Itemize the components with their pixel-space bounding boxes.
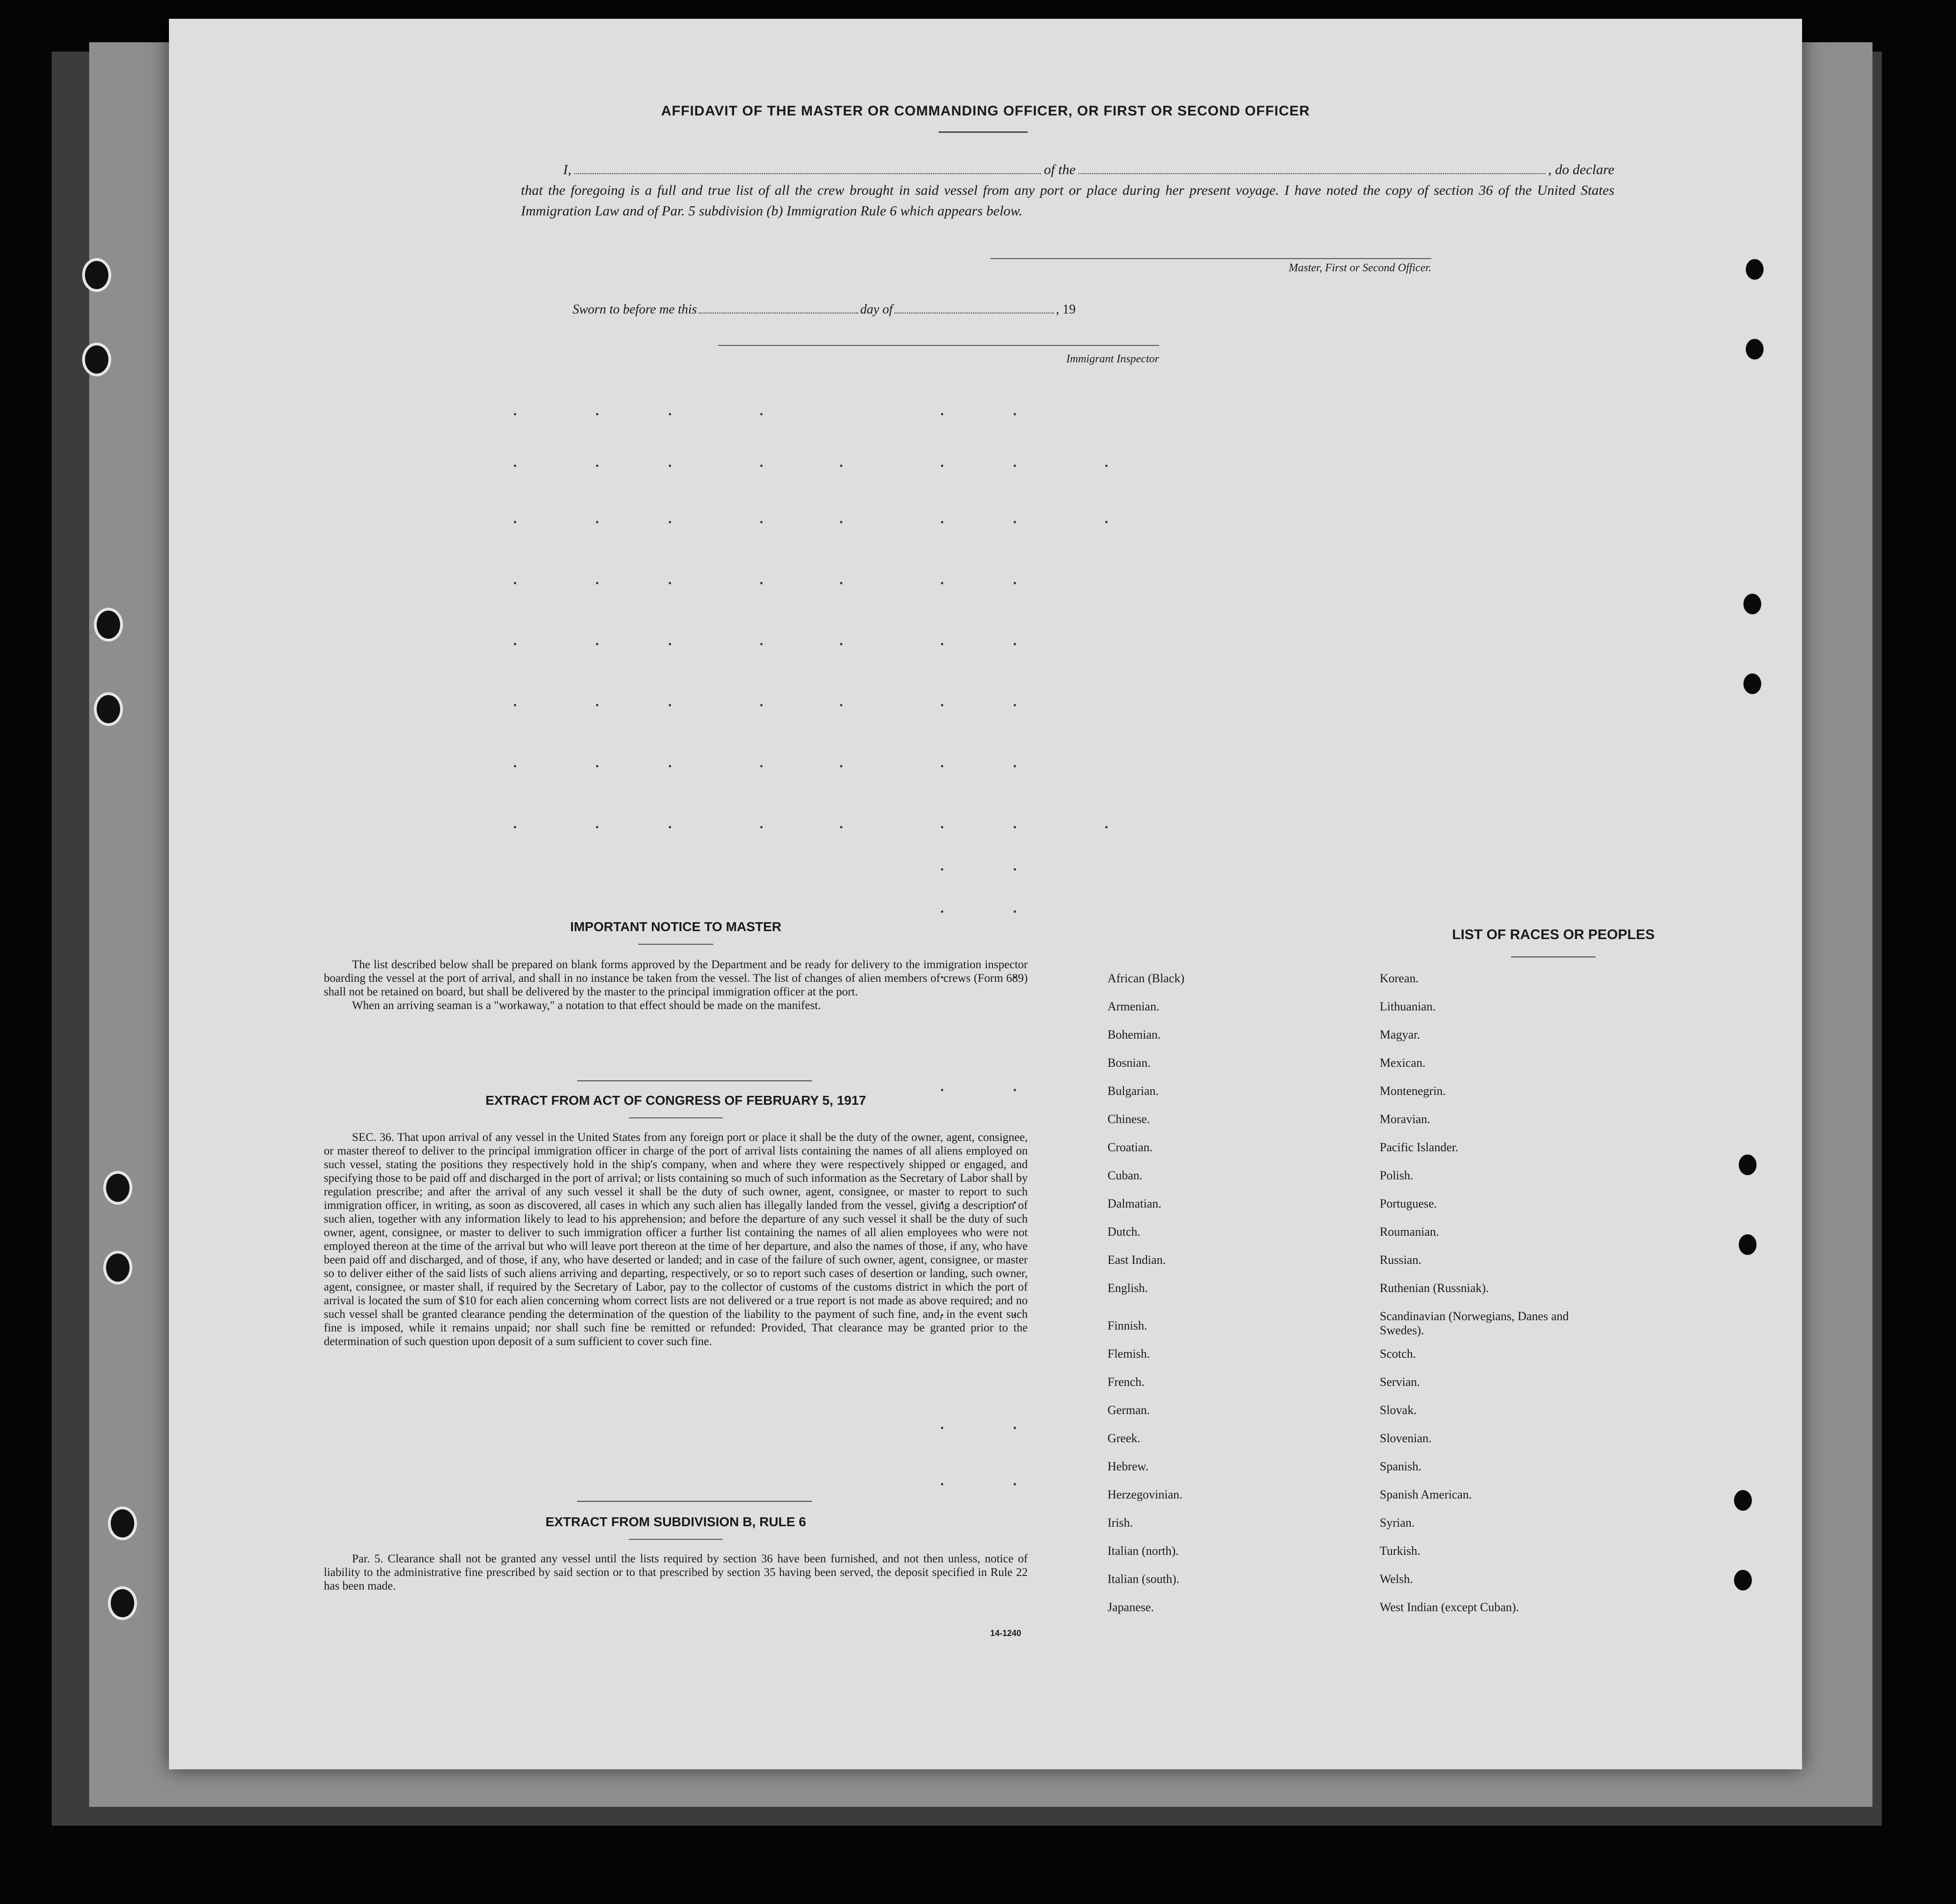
race-item: Spanish. xyxy=(1380,1460,1421,1473)
declarant-prefix: I, xyxy=(563,162,572,177)
divider xyxy=(629,1539,723,1540)
rule-extract-text: Par. 5. Clearance shall not be granted any vessel until the lists required by section 36 have been furnished, and not then unless, notice of liability to the administrative fine prescribed by said section or to that prescribed by section 35 having been served, the deposit specified in Rule 22 has been made. xyxy=(324,1552,1028,1592)
binder-hole-icon xyxy=(82,258,111,292)
race-item: Croatian. xyxy=(1108,1140,1153,1154)
race-item: Bosnian. xyxy=(1108,1056,1151,1070)
divider xyxy=(577,1080,812,1081)
race-item: Dalmatian. xyxy=(1108,1197,1161,1210)
punch-hole-icon xyxy=(1734,1570,1752,1590)
race-item: Italian (south). xyxy=(1108,1572,1180,1586)
act-extract-text: SEC. 36. That upon arrival of any vessel in the United States from any foreign port or place it shall be the duty of the owner, agent, consignee, or master thereof to deliver to the principal immigration officer in charge of the port of arrival lists containing the names of all aliens employed on such vessel, stating the positions they respectively hold in the ship's company, when and where they were respectively shipped or engaged, and specifying those to be paid off and discharged in the port of arrival; or lists containing so much of such information as the Secretary of Labor shall by regulation prescribe; and after the arrival of any such vessel it shall be the duty of such owner, agent, consignee, or master to report to such immigration officer, in writing, as soon as discovered, all cases in which any such alien has illegally landed from the vessel, giving a description of such alien, together with any information likely to lead to his apprehension; and before the departure of any such vessel it shall be the duty of such owner, agent, consignee, or master to deliver to such immigration officer a further list containing the names of all alien employees who were not employed thereon at the time of the arrival but who will leave port thereon at the time of her departure, and also the names of those, if any, who have been paid off and discharged, and of those, if any, who have deserted or landed; and in case of the failure of such owner, agent, consignee, or master so to deliver either of the said lists of such aliens arriving and departing, respectively, or so to report such cases of desertion or landing, such owner, agent, consignee, or master shall, if required by the Secretary of Labor, pay to the collector of customs of the customs district in which the port of arrival is located the sum of $10 for each alien concerning whom correct lists are not delivered or a true report is not made as above required; and no such vessel shall be granted clearance pending the determination of the question of the liability to the payment of such fine, and, in the event such fine is imposed, while it remains unpaid; nor shall such fine be remitted or refunded: Provided, That clearance may be granted prior to the determination of such question upon deposit of a sum sufficient to cover such fine. xyxy=(324,1131,1028,1348)
race-item: Servian. xyxy=(1380,1375,1420,1389)
race-item: Irish. xyxy=(1108,1516,1133,1529)
master-signature-line[interactable] xyxy=(990,258,1431,259)
race-item: Lithuanian. xyxy=(1380,1000,1436,1013)
notice-paragraph-2: When an arriving seaman is a "workaway," a notation to that effect should be made on the manifest. xyxy=(352,999,821,1012)
race-item: Spanish American. xyxy=(1380,1488,1472,1501)
race-item: West Indian (except Cuban). xyxy=(1380,1600,1519,1614)
divider xyxy=(577,1501,812,1502)
affidavit-title: AFFIDAVIT OF THE MASTER OR COMMANDING OFFICER, OR FIRST OR SECOND OFFICER xyxy=(661,103,1310,119)
inspector-signature-line[interactable] xyxy=(718,345,1159,346)
binder-hole-icon xyxy=(108,1506,137,1540)
race-item: Magyar. xyxy=(1380,1028,1420,1041)
declarant-name-field[interactable] xyxy=(574,160,1041,174)
race-item: Italian (north). xyxy=(1108,1544,1179,1558)
binder-hole-icon xyxy=(103,1171,132,1205)
race-item: Greek. xyxy=(1108,1431,1141,1445)
binder-hole-icon xyxy=(82,343,111,376)
race-item: French. xyxy=(1108,1375,1145,1389)
document-page xyxy=(169,19,1802,1769)
race-item: Ruthenian (Russniak). xyxy=(1380,1281,1489,1295)
race-item: African (Black) xyxy=(1108,971,1184,985)
race-item: Hebrew. xyxy=(1108,1460,1149,1473)
punch-hole-icon xyxy=(1743,673,1761,694)
punch-hole-icon xyxy=(1739,1155,1757,1175)
binder-hole-icon xyxy=(103,1251,132,1285)
race-item: Bulgarian. xyxy=(1108,1084,1159,1098)
races-title: LIST OF RACES OR PEOPLES xyxy=(1452,927,1655,942)
important-notice-title: IMPORTANT NOTICE TO MASTER xyxy=(570,919,782,934)
race-item: Slovenian. xyxy=(1380,1431,1432,1445)
master-signature-label: Master, First or Second Officer. xyxy=(1289,262,1431,274)
race-item: Finnish. xyxy=(1108,1319,1147,1332)
race-item: Russian. xyxy=(1380,1253,1421,1267)
notice-paragraph-1: The list described below shall be prepared on blank forms approved by the Department and be ready for delivery to the immigration inspector boarding the vessel at the port of arrival, and shall in no instance be taken from the vessel. The list of changes of alien members of crews (Form 689) shall not be retained on board, but shall be delivered by the master to the principal immigration officer at the port. xyxy=(324,958,1028,998)
race-item: Portuguese. xyxy=(1380,1197,1437,1210)
divider xyxy=(939,131,1028,133)
binder-hole-icon xyxy=(94,692,123,726)
race-item: Roumanian. xyxy=(1380,1225,1439,1239)
race-item: Mexican. xyxy=(1380,1056,1426,1070)
race-item: Cuban. xyxy=(1108,1169,1143,1182)
binder-hole-icon xyxy=(108,1586,137,1620)
act-extract-section xyxy=(324,1093,1028,1348)
race-item: Flemish. xyxy=(1108,1347,1150,1361)
binder-hole-icon xyxy=(94,608,123,642)
act-extract-title: EXTRACT FROM ACT OF CONGRESS OF FEBRUARY 5, 1917 xyxy=(485,1093,866,1108)
vessel-prefix: of the xyxy=(1044,162,1076,177)
race-item: Scandinavian (Norwegians, Danes and Swedes). xyxy=(1380,1309,1569,1337)
race-item: Montenegrin. xyxy=(1380,1084,1446,1098)
sworn-year: , 19 xyxy=(1056,302,1076,317)
rule-extract-section xyxy=(324,1515,1028,1593)
sworn-prefix: Sworn to before me this xyxy=(573,302,697,317)
races-column-1 xyxy=(1108,971,1342,1629)
punch-hole-icon xyxy=(1743,594,1761,614)
punch-hole-icon xyxy=(1746,259,1764,280)
race-item: Chinese. xyxy=(1108,1112,1150,1126)
race-item: Bohemian. xyxy=(1108,1028,1161,1041)
race-item: German. xyxy=(1108,1403,1150,1417)
form-number: 14-1240 xyxy=(990,1629,1022,1638)
race-item: Turkish. xyxy=(1380,1544,1421,1558)
race-item: Welsh. xyxy=(1380,1572,1413,1586)
sworn-month-field[interactable] xyxy=(894,299,1054,314)
race-item: Japanese. xyxy=(1108,1600,1154,1614)
vessel-name-field[interactable] xyxy=(1078,160,1545,174)
sworn-day-label: day of xyxy=(860,302,893,317)
important-notice-section xyxy=(324,920,1028,1012)
race-item: Dutch. xyxy=(1108,1225,1141,1239)
affidavit-statement: that the foregoing is a full and true list of all the crew brought in said vessel from any port or place during her present voyage. I have noted the copy of section 36 of the United States Immigration Law and of Par. 5 subdivision (b) Immigration Rule 6 which appears below. xyxy=(521,183,1614,219)
race-item: Moravian. xyxy=(1380,1112,1430,1126)
divider xyxy=(629,1117,723,1118)
punch-hole-icon xyxy=(1746,339,1764,359)
race-item: English. xyxy=(1108,1281,1148,1295)
race-item: East Indian. xyxy=(1108,1253,1166,1267)
sworn-day-field[interactable] xyxy=(699,299,858,314)
race-item: Slovak. xyxy=(1380,1403,1417,1417)
sworn-statement xyxy=(573,299,1076,317)
races-column-2 xyxy=(1380,971,1577,1629)
affidavit-declaration-line xyxy=(521,160,1614,180)
race-item: Scotch. xyxy=(1380,1347,1416,1361)
race-item: Herzegovinian. xyxy=(1108,1488,1183,1501)
affidavit-body xyxy=(521,160,1614,222)
inspector-label: Immigrant Inspector xyxy=(1066,353,1159,365)
race-item: Korean. xyxy=(1380,971,1419,985)
race-item: Syrian. xyxy=(1380,1516,1415,1529)
rule-extract-title: EXTRACT FROM SUBDIVISION B, RULE 6 xyxy=(545,1514,806,1529)
punch-hole-icon xyxy=(1739,1234,1757,1255)
declaration-suffix: , do declare xyxy=(1548,162,1614,177)
race-item: Polish. xyxy=(1380,1169,1414,1182)
race-item: Armenian. xyxy=(1108,1000,1160,1013)
punch-hole-icon xyxy=(1734,1490,1752,1511)
divider xyxy=(638,944,713,945)
divider xyxy=(1511,956,1596,957)
race-item: Pacific Islander. xyxy=(1380,1140,1459,1154)
